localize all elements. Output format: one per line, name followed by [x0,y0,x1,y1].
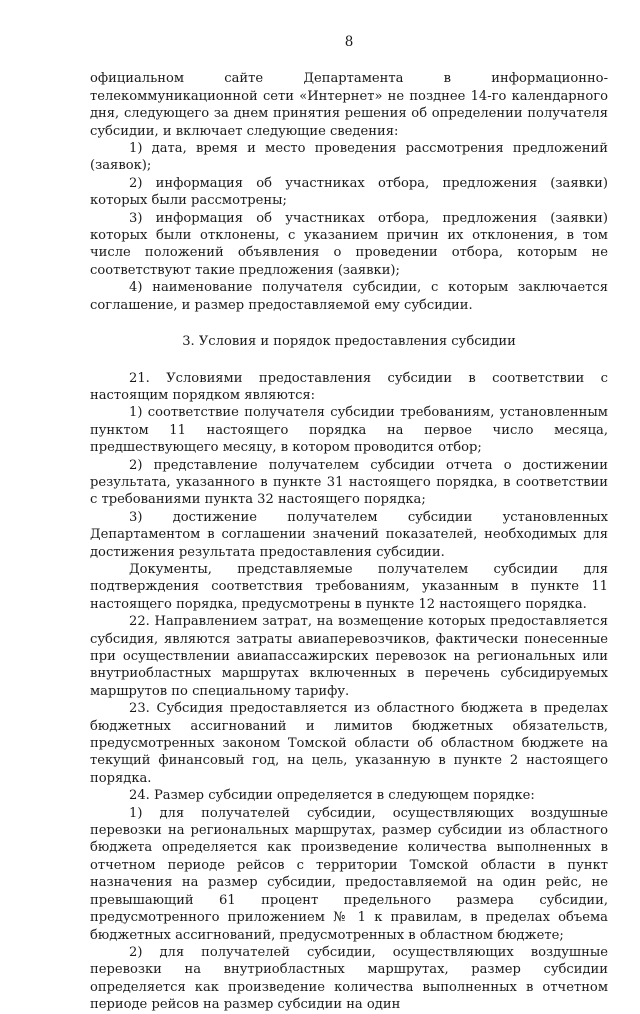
document-page [90,34,608,1014]
intro-item-2: 2) информация об участниках отбора, предложения (заявки) которых были рассмотрены; [90,175,608,209]
paragraph-documents: Документы, представляемые получателем субсидии для подтверждения соответствия требованиям, указанным в пункте 11 настоящего порядка, предусмотрены в пункте 12 настоящего порядка. [90,561,608,612]
paragraph-21-item-3: 3) достижение получателем субсидии установленных Департаментом в соглашении значений показателей, необходимых для достижения результата предоставления субсидии. [90,509,608,560]
paragraph-24: 24. Размер субсидии определяется в следующем порядке: [129,788,535,804]
paragraph-21-item-2: 2) представление получателем субсидии отчета о достижении результата, указанного в пункте 31 настоящего порядка, в соответствии с требованиями пункта 32 настоящего порядка; [90,457,608,508]
intro-item-4: 4) наименование получателя субсидии, с которым заключается соглашение, и размер предоставляемой ему субсидии. [90,280,608,313]
intro-paragraph: официальном сайте Департамента в информационно-телекоммуникационной сети «Интернет» не позднее 14-го календарного дня, следующего за днем принятия решения об определении получателя субсидии, и включает следующие сведения: [90,71,608,139]
paragraph-23: 23. Субсидия предоставляется из областного бюджета в пределах бюджетных ассигнований и лимитов бюджетных обязательств, предусмотренных законом Томской области об областном бюджете на текущий финансовый год, на цель, указанную в пункте 2 настоящего порядка. [90,701,608,786]
intro-item-1: 1) дата, время и место проведения рассмотрения предложений (заявок); [90,141,608,174]
paragraph-21-item-1: 1) соответствие получателя субсидии требованиям, установленным пунктом 11 настоящего порядка на первое число месяца, предшествующего месяцу, в котором проводится отбор; [90,405,608,456]
page-number: 8 [344,34,354,50]
intro-item-3: 3) информация об участниках отбора, предложения (заявки) которых были отклонены, с указанием причин их отклонения, в том числе положений объявления о проведении отбора, которым не соответствуют такие предложения (заявки); [90,210,608,278]
paragraph-24-item-1: 1) для получателей субсидии, осуществляющих воздушные перевозки на региональных маршрутах, размер субсидии из областного бюджета определяется как произведение количества выполненных в отчетном периоде рейсов с территории Томской области в пункт назначения на размер субсидии, предоставляемой на один рейс, не превышающий 61 процент предельного размера субсидии, предусмотренного приложением № 1 к правилам, в пределах объема бюджетных ассигнований, предусмотренных в областном бюджете; [90,805,608,943]
paragraph-21: 21. Условиями предоставления субсидии в соответствии с настоящим порядком являются: [90,370,608,403]
paragraph-24-item-2: 2) для получателей субсидии, осуществляющих воздушные перевозки на внутриобластных маршрутах, размер субсидии определяется как произведение количества выполненных в отчетном периоде рейсов на размер субсидии на один [90,944,608,1013]
section-title: 3. Условия и порядок предоставления субсидии [182,334,516,350]
paragraph-22: 22. Направлением затрат, на возмещение которых предоставляется субсидия, являются затраты авиаперевозчиков, фактически понесенные при осуществлении авиапассажирских перевозок на региональных или внутриобластных маршрутах включенных в перечень субсидируемых маршрутов по специальному тарифу. [90,614,608,699]
